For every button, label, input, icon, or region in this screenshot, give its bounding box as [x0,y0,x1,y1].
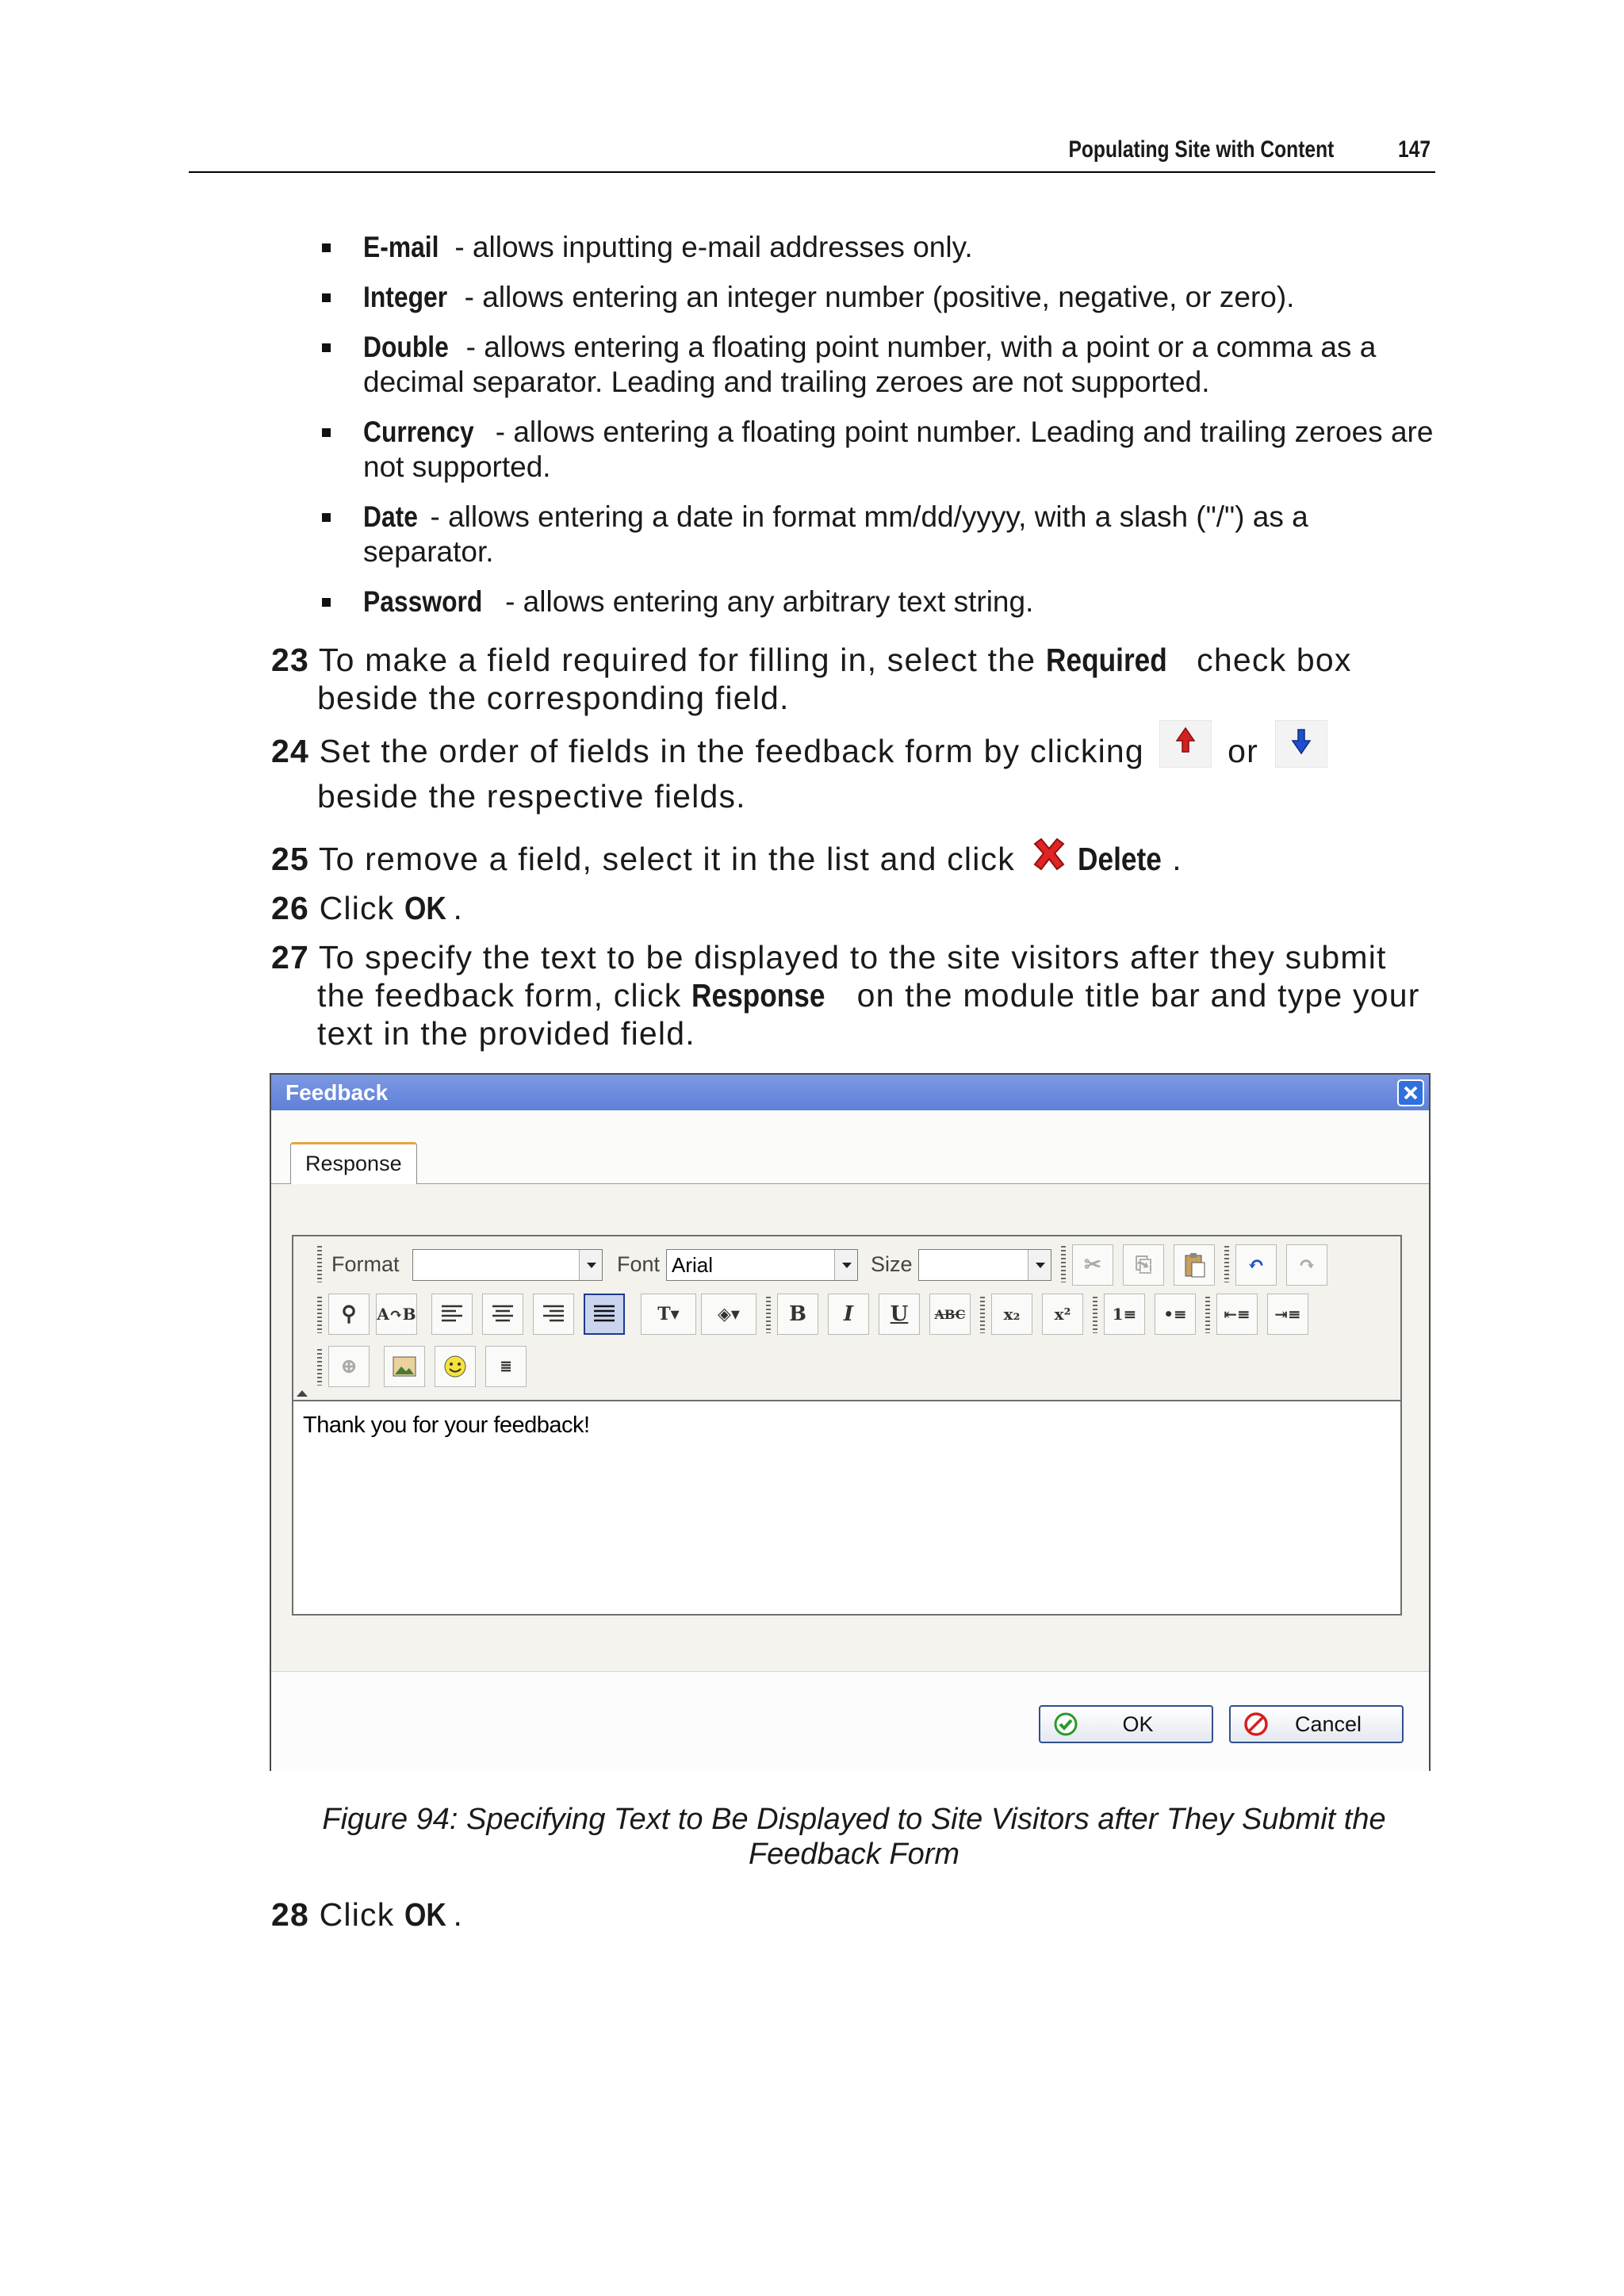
list-item: Currency - allows entering a floating point number. Leading and trailing zeroes are not supported. [317,415,1443,485]
bold-icon[interactable]: B [777,1294,818,1335]
size-select[interactable] [918,1249,1051,1281]
move-up-icon [1159,720,1212,768]
smiley-icon[interactable] [435,1346,476,1387]
list-item: Integer - allows entering an integer number (positive, negative, or zero). [317,280,1443,315]
cancel-button[interactable]: Cancel [1229,1705,1404,1743]
field-type-list [317,230,1443,634]
image-icon[interactable] [384,1346,425,1387]
subscript-icon[interactable]: x₂ [991,1294,1032,1335]
list-item: E-mail - allows inputting e-mail addresses only. [317,230,1443,265]
chevron-down-icon [1028,1250,1051,1280]
italic-icon[interactable]: I [828,1294,869,1335]
undo-icon[interactable]: ↶ [1235,1244,1277,1286]
page-header [189,133,1435,173]
underline-icon[interactable]: U [879,1294,920,1335]
tab-response[interactable]: Response [290,1142,417,1184]
dialog-title: Feedback [271,1075,1429,1110]
superscript-icon[interactable]: x² [1042,1294,1083,1335]
dialog-footer [271,1671,1429,1772]
step-23: 23 To make a field required for filling in, select the Required check box beside the corresponding field. [271,642,1352,716]
link-icon[interactable]: ⊕ [328,1346,370,1387]
strikethrough-icon[interactable]: ABC [929,1294,971,1335]
figure-caption: Figure 94: Specifying Text to Be Displayed to Site Visitors after They Submit the Feedback Form [322,1803,1386,1871]
align-right-icon[interactable] [533,1294,574,1335]
close-icon[interactable] [1397,1079,1424,1106]
chevron-down-icon [834,1250,857,1280]
rich-text-editor [292,1235,1402,1616]
collapse-toolbar-icon[interactable] [297,1390,308,1397]
horizontal-rule-icon[interactable]: ≣ [485,1346,527,1387]
replace-icon[interactable]: A↷B [376,1294,417,1335]
paste-icon[interactable] [1174,1244,1215,1286]
chevron-down-icon [579,1250,602,1280]
text-color-icon[interactable]: T▾ [641,1294,696,1335]
page-number: 147 [1397,136,1431,163]
section-title: Populating Site with Content [1068,136,1334,163]
justify-icon[interactable] [584,1294,625,1335]
step-26: 26 Click OK . [271,890,464,926]
font-label: Font [617,1252,661,1276]
editor-content[interactable]: Thank you for your feedback! [303,1412,590,1438]
move-down-icon [1275,720,1327,768]
list-item: Double - allows entering a floating point number, with a point or a comma as a decimal separator. Leading and trailing zeroes are not supported. [317,330,1443,400]
align-center-icon[interactable] [482,1294,523,1335]
font-select[interactable]: Arial [666,1249,858,1281]
step-28: 28 Click OK . [271,1896,464,1933]
cut-icon[interactable]: ✂ [1072,1244,1113,1286]
tab-strip [271,1110,1429,1184]
size-label: Size [871,1252,913,1276]
ok-button[interactable]: OK [1039,1705,1213,1743]
step-24: 24 Set the order of fields in the feedback form by clicking or beside the respective fields. [271,730,1437,815]
bulleted-list-icon[interactable]: •≡ [1155,1294,1196,1335]
step-27: 27 To specify the text to be displayed to the site visitors after they submit the feedback form, click Response on the module title bar and type your text in the provided field. [271,939,1420,1052]
feedback-dialog [270,1073,1431,1771]
numbered-list-icon[interactable]: 1≡ [1104,1294,1145,1335]
align-left-icon[interactable] [431,1294,473,1335]
format-label: Format [331,1252,400,1276]
outdent-icon[interactable]: ⇤≡ [1216,1294,1258,1335]
find-icon[interactable]: ⚲ [328,1294,370,1335]
editor-toolbar [293,1236,1400,1401]
copy-icon[interactable]: ⎘ [1123,1244,1164,1286]
background-color-icon[interactable]: ◈▾ [701,1294,756,1335]
delete-x-icon [1030,836,1068,874]
list-item: Password - allows entering any arbitrary text string. [317,585,1443,619]
redo-icon[interactable]: ↷ [1286,1244,1327,1286]
step-25: 25 To remove a field, select it in the list and click Delete . [271,840,1437,880]
list-item: Date - allows entering a date in format mm/dd/yyyy, with a slash ("/") as a separator. [317,500,1443,569]
format-select[interactable] [412,1249,603,1281]
indent-icon[interactable]: ⇥≡ [1267,1294,1308,1335]
